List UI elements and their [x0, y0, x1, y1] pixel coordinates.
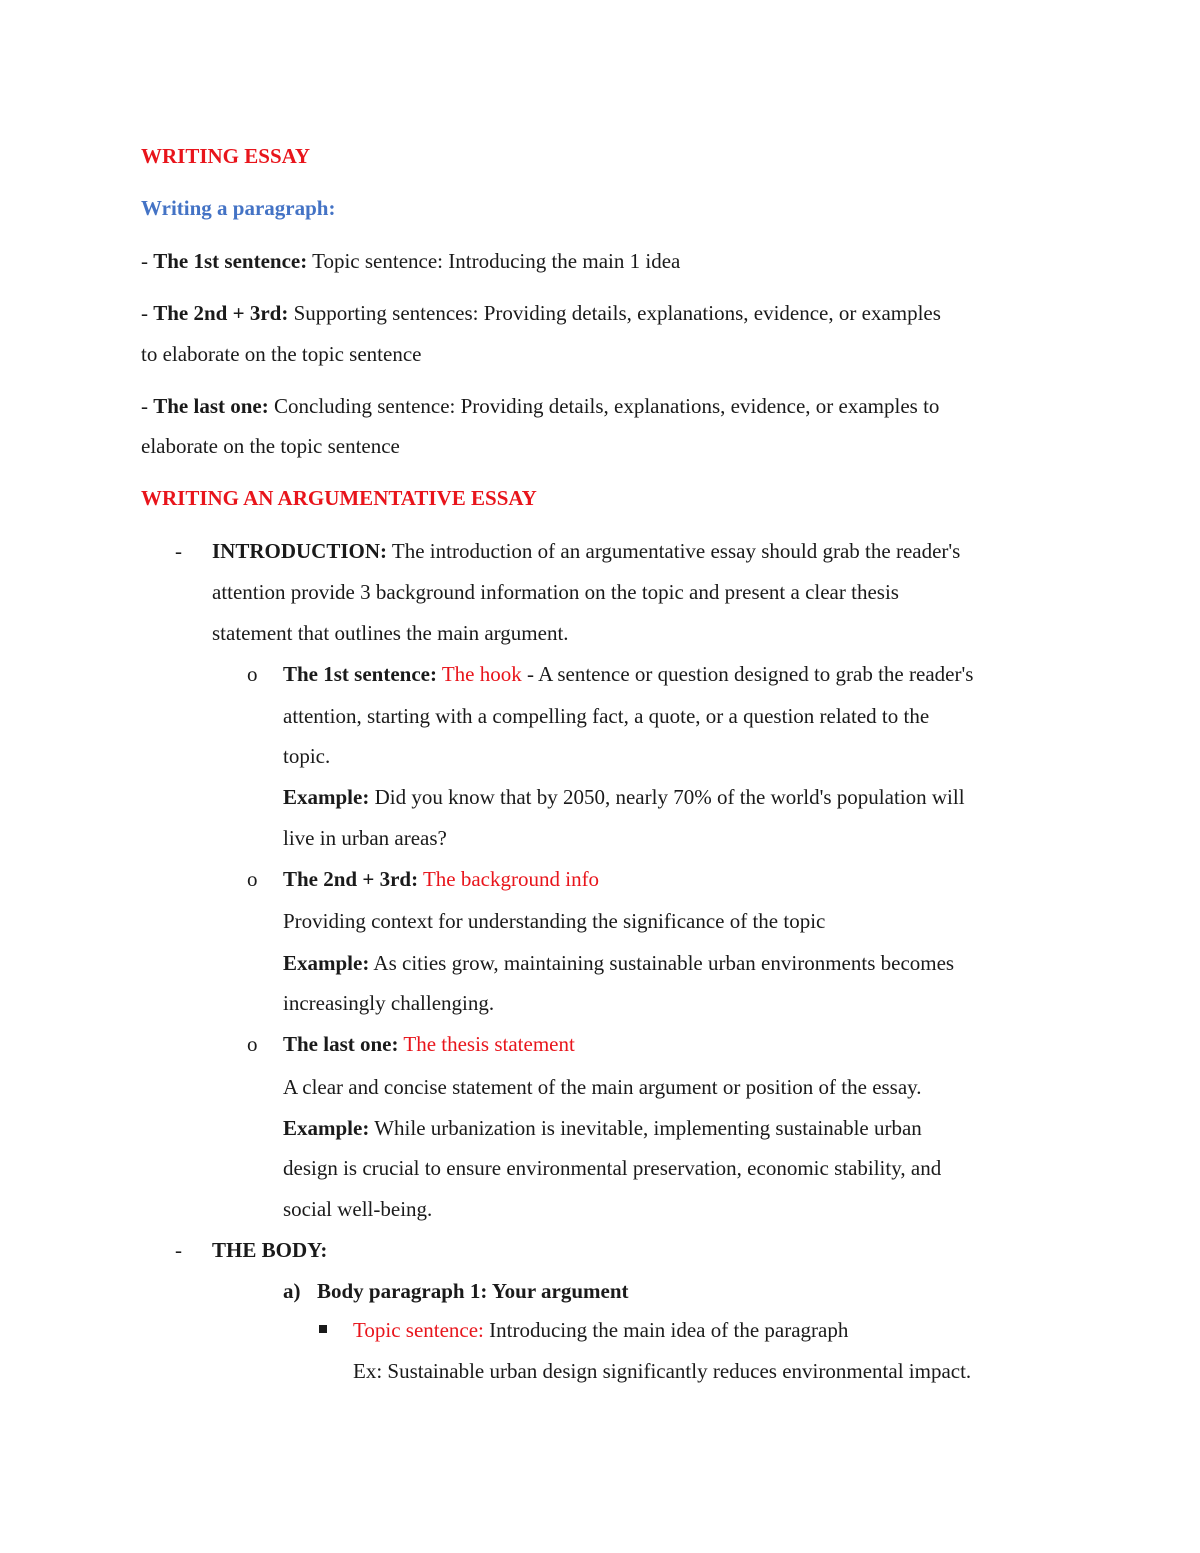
hook-text: - A sentence or question designed to grab the reader's [521, 662, 974, 686]
dash-marker: - [141, 249, 154, 273]
hook-example-1 [283, 784, 965, 810]
introduction-line-2: attention provide 3 background information on the topic and present a clear thesis [212, 580, 899, 604]
circle-bullet: o [247, 662, 258, 686]
topic-sentence-text: Introducing the main idea of the paragraph [483, 1318, 849, 1342]
paragraph-item-2 [141, 300, 941, 326]
paragraph-item-3 [141, 393, 939, 419]
topic-sentence-line [353, 1317, 848, 1343]
paragraph-item-3-cont: elaborate on the topic sentence [141, 434, 400, 458]
example-label: Example: [283, 951, 370, 975]
hook-label: The 1st sentence: [283, 662, 437, 686]
background-line-2: Providing context for understanding the significance of the topic [283, 909, 826, 933]
item-text: Topic sentence: Introducing the main 1 idea [307, 249, 681, 273]
example-label: Example: [283, 785, 370, 809]
thesis-example-3: social well-being. [283, 1197, 433, 1221]
introduction-line-1 [212, 538, 960, 564]
intro-text: The introduction of an argumentative essay should grab the reader's [387, 539, 961, 563]
body-para-marker: a) [283, 1279, 301, 1303]
thesis-line-1 [283, 1031, 575, 1057]
background-label: The 2nd + 3rd: [283, 867, 419, 891]
example-label: Example: [283, 1116, 370, 1140]
paragraph-item-2-cont: to elaborate on the topic sentence [141, 342, 422, 366]
thesis-line-2: A clear and concise statement of the main argument or position of the essay. [283, 1075, 922, 1099]
background-line-1 [283, 866, 599, 892]
hook-red-text: The hook [436, 662, 522, 686]
hook-example-2: live in urban areas? [283, 826, 447, 850]
example-text: As cities grow, maintaining sustainable urban environments becomes [369, 951, 955, 975]
circle-bullet: o [247, 1032, 258, 1056]
background-example-1 [283, 950, 954, 976]
dash-marker: - [175, 1238, 182, 1262]
paragraph-heading: Writing a paragraph: [141, 196, 336, 220]
dash-marker: - [175, 539, 182, 563]
topic-sentence-label: Topic sentence: [353, 1318, 484, 1342]
dash-marker: - [141, 301, 154, 325]
item-label: The 2nd + 3rd: [153, 301, 289, 325]
thesis-red-text: The thesis statement [398, 1032, 575, 1056]
background-red-text: The background info [418, 867, 600, 891]
thesis-label: The last one: [283, 1032, 399, 1056]
body-heading: THE BODY: [212, 1238, 328, 1262]
body-paragraph-1-heading: Body paragraph 1: Your argument [317, 1279, 629, 1303]
hook-line-1 [283, 661, 973, 687]
item-label: The last one: [153, 394, 269, 418]
item-text: Concluding sentence: Providing details, explanations, evidence, or examples to [268, 394, 940, 418]
paragraph-item-1 [141, 248, 680, 274]
hook-line-2: attention, starting with a compelling fact, a quote, or a question related to the [283, 704, 930, 728]
topic-sentence-example: Ex: Sustainable urban design significantly reduces environmental impact. [353, 1359, 972, 1383]
argumentative-title: WRITING AN ARGUMENTATIVE ESSAY [141, 486, 537, 510]
introduction-line-3: statement that outlines the main argument. [212, 621, 569, 645]
example-text: Did you know that by 2050, nearly 70% of the world's population will [369, 785, 965, 809]
dash-marker: - [141, 394, 154, 418]
item-text: Supporting sentences: Providing details, explanations, evidence, or examples [288, 301, 941, 325]
item-label: The 1st sentence: [153, 249, 308, 273]
thesis-example-2: design is crucial to ensure environmental preservation, economic stability, and [283, 1156, 942, 1180]
document-title: WRITING ESSAY [141, 144, 311, 168]
example-text: While urbanization is inevitable, implementing sustainable urban [369, 1116, 922, 1140]
hook-line-3: topic. [283, 744, 331, 768]
intro-label: INTRODUCTION: [212, 539, 388, 563]
circle-bullet: o [247, 867, 258, 891]
thesis-example-1 [283, 1115, 922, 1141]
square-bullet-icon [319, 1325, 327, 1333]
background-example-2: increasingly challenging. [283, 991, 495, 1015]
